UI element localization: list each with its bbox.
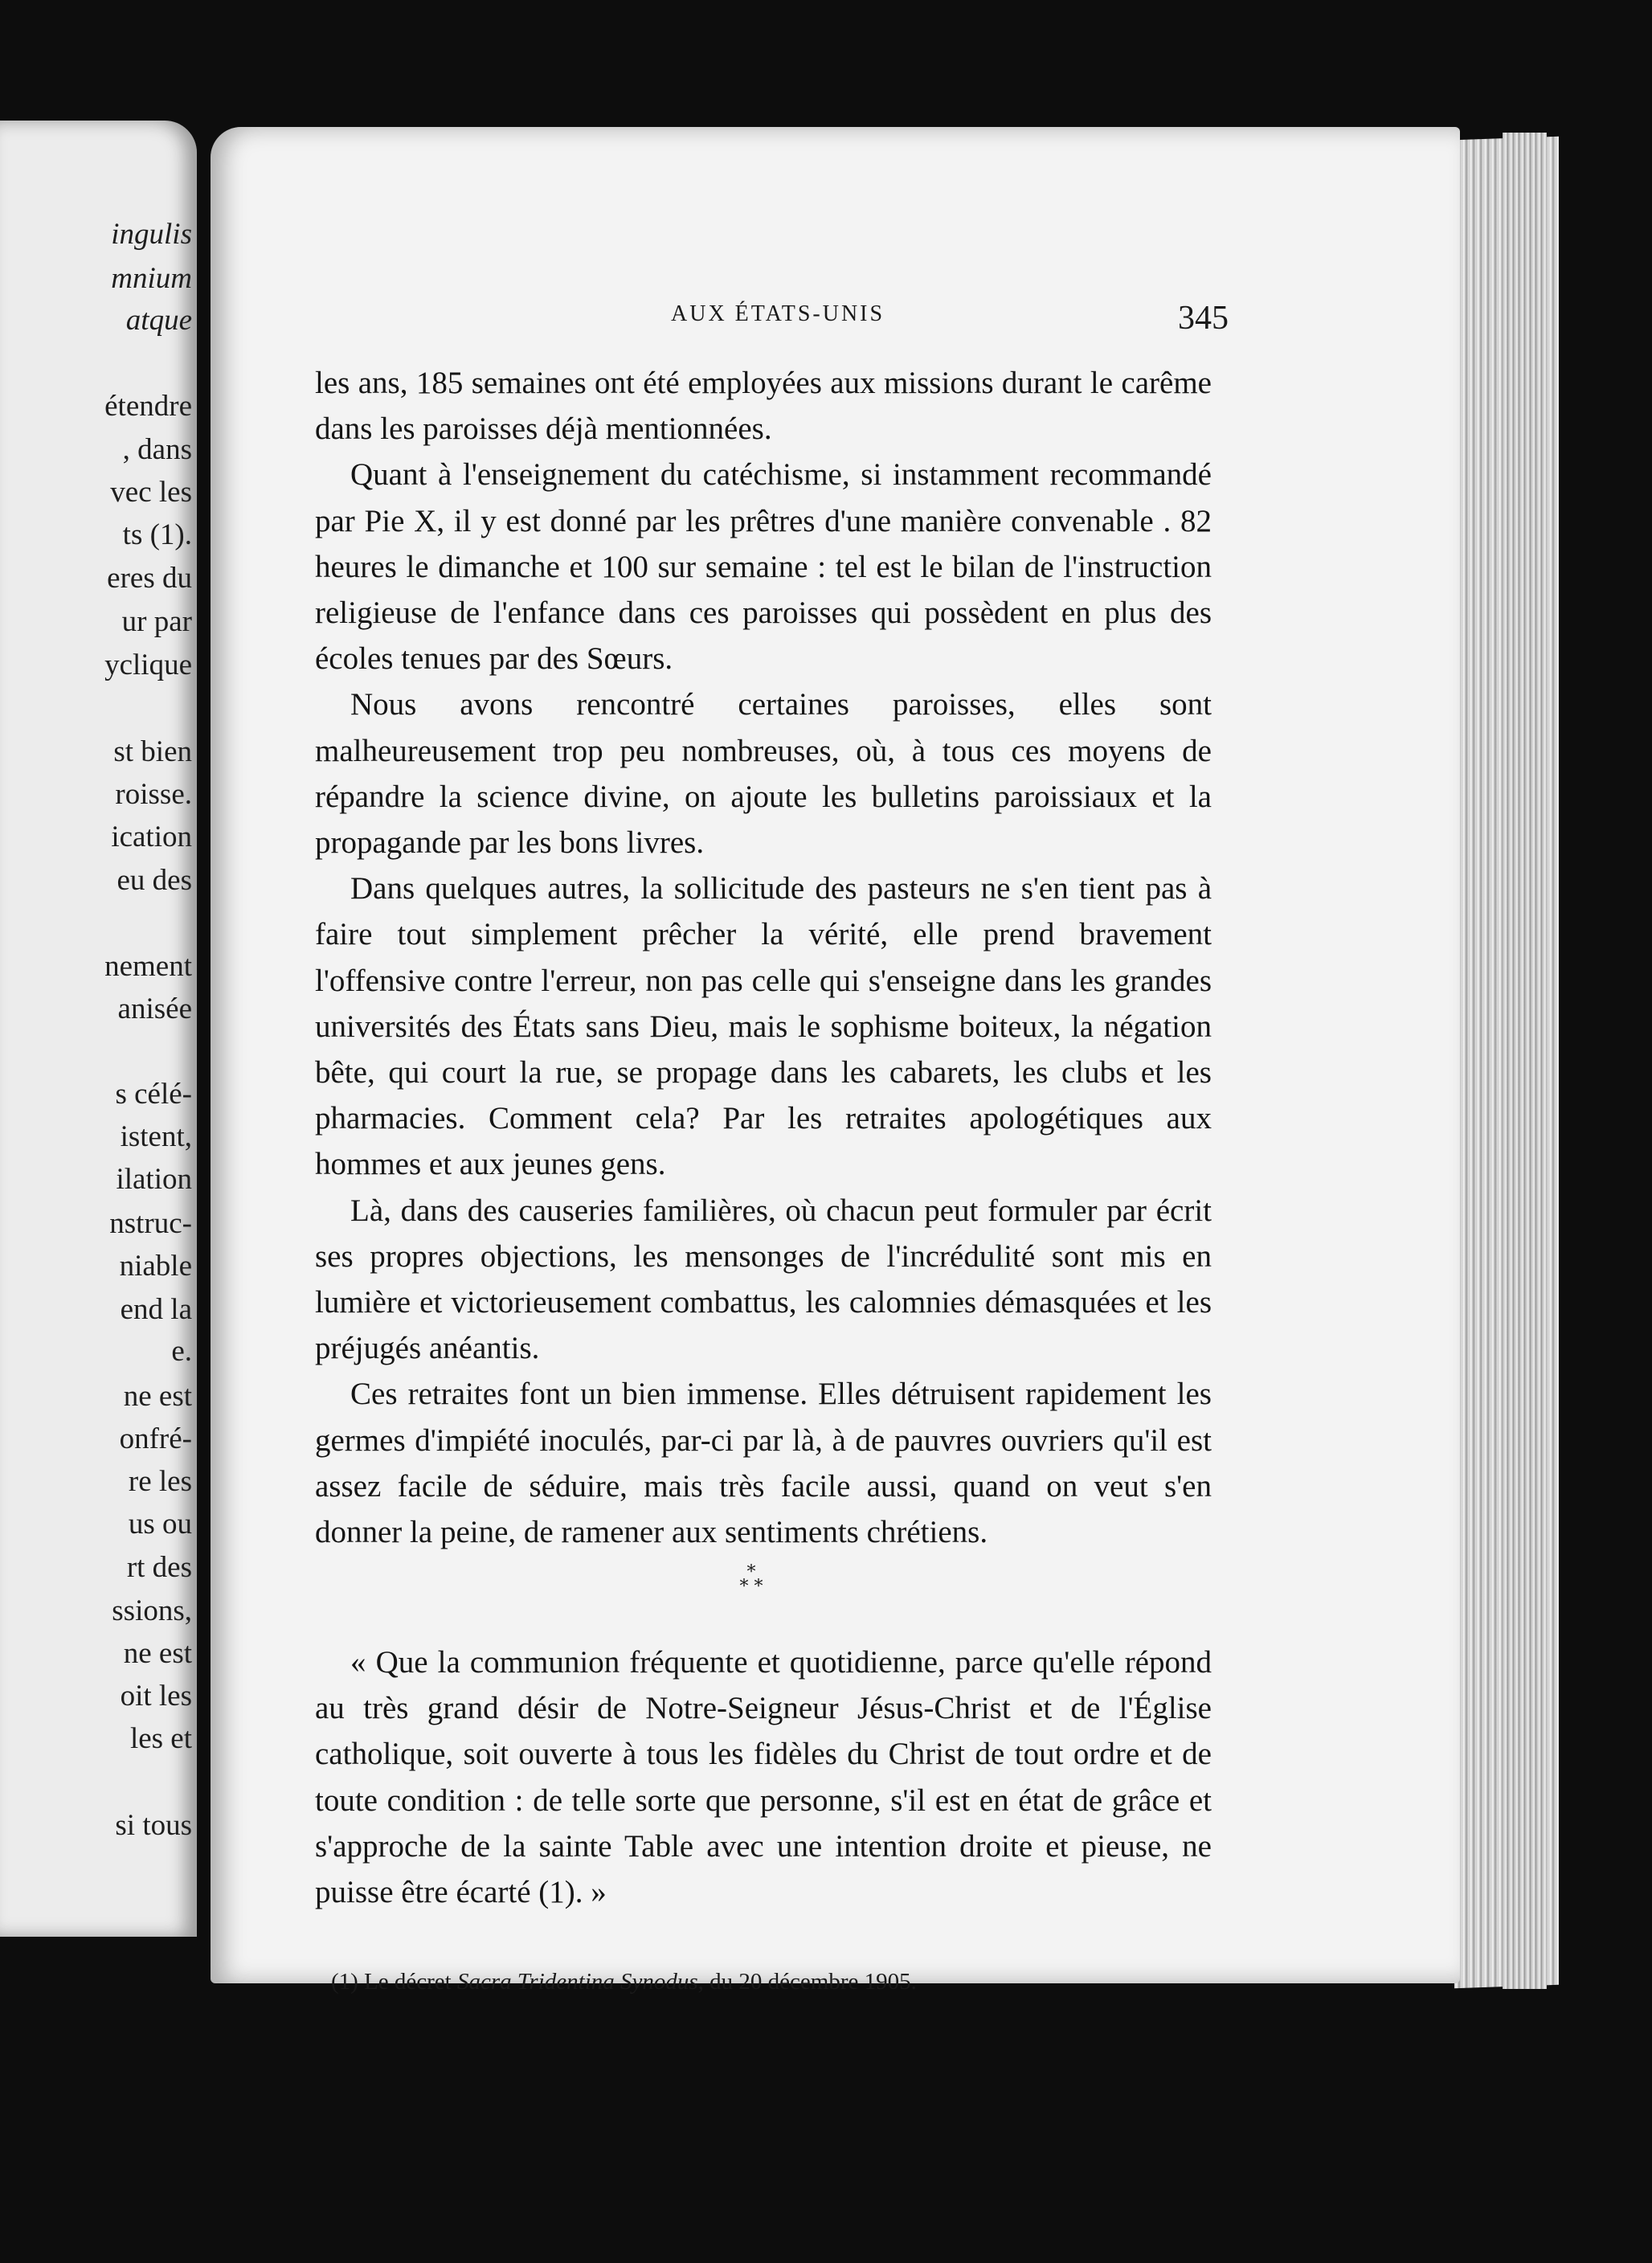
left-page-line: ssions, bbox=[112, 1594, 192, 1627]
paragraph-5: Là, dans des causeries familières, où chacun peut formuler par écrit ses propres objections, les mensonges de l'incrédulité sont mis en lumière et victorieusement combattus, les calomnies démasquées et les préjugés anéantis. bbox=[315, 1193, 1212, 1366]
footnote-title: Sacra Tridentina Synodus bbox=[456, 1969, 698, 1995]
left-page-line: ication bbox=[111, 820, 192, 853]
left-page-line: st bien bbox=[113, 735, 192, 768]
paragraph-4: Dans quelques autres, la sollicitude des pasteurs ne s'en tient pas à faire tout simplement prêcher la vérité, elle prend bravement l'offensive contre l'erreur, non pas celle qui s'enseigne dans les grandes universités des États sans Dieu, mais le sophisme boiteux, la négation bête, qui court la rue, se propage dans les cabarets, les clubs et les pharmacies. Comment cela? Par les retraites apologétiques aux hommes et aux jeunes gens. bbox=[315, 871, 1212, 1182]
left-page-line: onfré- bbox=[119, 1422, 192, 1455]
paragraph-3: Nous avons rencontré certaines paroisses, elles sont malheureusement trop peu nombreuses, où, à tous ces moyens de répandre la science divine, on ajoute les bulletins paroissiaux et la propagande par les bons livres. bbox=[315, 687, 1212, 861]
left-page-line: vec les bbox=[110, 476, 192, 509]
left-page-line: us ou bbox=[128, 1508, 192, 1541]
left-page-line: e. bbox=[171, 1335, 192, 1368]
left-facing-page bbox=[0, 121, 197, 1937]
left-page-line: ts (1). bbox=[122, 518, 192, 551]
left-page-line: re les bbox=[128, 1465, 192, 1498]
running-head: AUX ÉTATS-UNIS bbox=[671, 301, 885, 326]
footnote-prefix: (1) Le décret bbox=[331, 1969, 457, 1995]
left-page-line: ne est bbox=[123, 1637, 192, 1670]
paragraph-6: Ces retraites font un bien immense. Elles détruisent rapidement les germes d'impiété inoculés, par-ci par là, à de pauvres ouvriers qu'il est assez facile de séduire, mais très facile aussi, quand on veut s'en donner la peine, de ramener aux sentiments chrétiens. bbox=[315, 1377, 1212, 1550]
left-page-line: roisse. bbox=[115, 778, 192, 811]
left-page-line: nement bbox=[104, 950, 192, 983]
left-page-line: ilation bbox=[116, 1163, 192, 1196]
footnote bbox=[331, 1969, 1215, 1995]
left-page-line: , dans bbox=[122, 433, 192, 466]
left-page-line: ur par bbox=[121, 605, 192, 638]
left-page-line: mnium bbox=[111, 262, 192, 295]
footnote-suffix: , du 20 décembre 1905. bbox=[697, 1969, 917, 1995]
left-page-line: si tous bbox=[115, 1809, 192, 1842]
section-break-asterism: * * * bbox=[739, 1562, 763, 1597]
quote-block bbox=[315, 1639, 1212, 1915]
quote-paragraph: « Que la communion fréquente et quotidienne, parce qu'elle répond au très grand désir de Notre-Seigneur Jésus-Christ et de l'Église catholique, soit ouverte à tous les fidèles du Christ de tout ordre et de toute condition : de telle sorte que personne, s'il est en état de grâce et s'approche de la sainte Table avec une intention droite et pieuse, ne puisse être écarté (1). » bbox=[315, 1645, 1212, 1910]
left-page-line: istent, bbox=[120, 1120, 192, 1153]
left-page-line: end la bbox=[120, 1293, 192, 1326]
paragraph-2: Quant à l'enseignement du catéchisme, si instamment recommandé par Pie X, il y est donné par les prêtres d'une manière convenable . 82 heures le dimanche et 100 sur semaine : tel est le bilan de l'instruction religieuse de l'enfance dans ces paroisses qui possèdent en plus des écoles tenues par des Sœurs. bbox=[315, 457, 1212, 677]
left-page-line: oit les bbox=[120, 1680, 192, 1713]
left-page-line: eu des bbox=[117, 864, 192, 897]
left-page-line: rt des bbox=[126, 1551, 192, 1584]
left-page-line: ingulis bbox=[111, 218, 192, 251]
page-edges-outer bbox=[1503, 133, 1547, 1989]
left-page-line: s célé- bbox=[115, 1078, 192, 1111]
left-page-line: étendre bbox=[104, 390, 192, 423]
body-text bbox=[315, 360, 1212, 1555]
left-page-line: nstruc- bbox=[109, 1207, 192, 1240]
left-page-line: anisée bbox=[117, 992, 192, 1025]
left-page-line: les et bbox=[129, 1722, 192, 1755]
page-number: 345 bbox=[1178, 300, 1229, 337]
left-page-line: atque bbox=[125, 304, 192, 337]
left-page-line: niable bbox=[119, 1250, 192, 1283]
left-page-line: eres du bbox=[107, 562, 192, 595]
left-page-line: ne est bbox=[123, 1380, 192, 1413]
left-page-line: yclique bbox=[104, 649, 192, 681]
paragraph-1: les ans, 185 semaines ont été employées aux missions durant le carême dans les paroisses déjà mentionnées. bbox=[315, 366, 1212, 447]
